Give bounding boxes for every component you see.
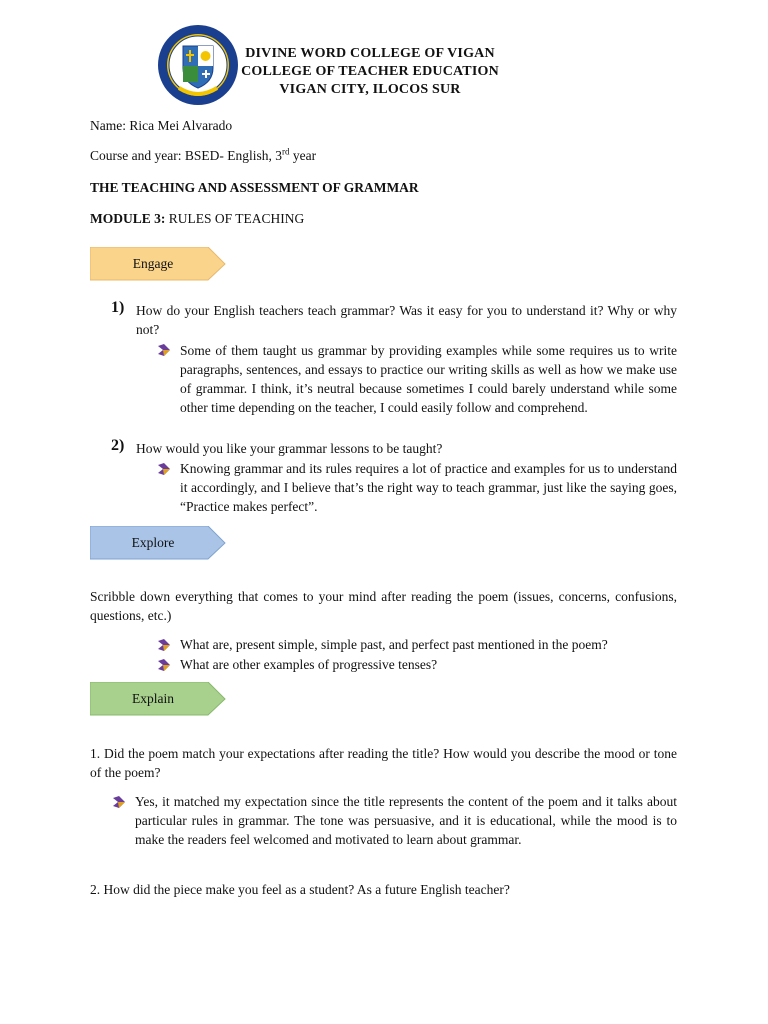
bullet-arrow-icon [158, 463, 170, 479]
module-heading [90, 211, 304, 227]
department-name: COLLEGE OF TEACHER EDUCATION [241, 64, 499, 79]
student-name: Name: Rica Mei Alvarado [90, 118, 233, 133]
module-text: RULES OF TEACHING [165, 211, 305, 226]
explain-question-1: 1. Did the poem match your expectations after reading the title? How would you describe the mood or tone of the poem? [90, 746, 677, 780]
bullet-arrow-icon [158, 344, 170, 360]
bullet-arrow-icon [158, 639, 170, 655]
explore-tag [90, 526, 226, 560]
explain-question-2: 2. How did the piece make you feel as a student? As a future English teacher? [90, 882, 510, 897]
question-number: 1) [111, 299, 125, 316]
engage-answer-1: Some of them taught us grammar by providing examples while some requires us to write paragraphs, sentences, and essays to practice our writing skills as well as how we make use of grammar. I think, it’s neutral because sometimes I could barely understand while some other time depending on the teacher, I could easily follow and comprehend. [180, 343, 677, 415]
explore-intro: Scribble down everything that comes to your mind after reading the poem (issues, concerns, confusions, questions, etc.) [90, 589, 677, 623]
engage-question-2: How would you like your grammar lessons to be taught? [136, 441, 443, 456]
bullet-arrow-icon [113, 796, 125, 812]
course-year-suffix: year [289, 148, 317, 163]
explore-bullet: What are other examples of progressive tenses? [180, 657, 438, 672]
explore-tag-label: Explore [131, 535, 175, 550]
course-year-text: Course and year: BSED- English, 3 [90, 148, 282, 163]
bullet-arrow-icon [158, 659, 170, 675]
module-label: MODULE 3: [90, 211, 166, 226]
engage-tag-label: Engage [132, 256, 174, 271]
college-location: VIGAN CITY, ILOCOS SUR [279, 82, 461, 97]
engage-tag [90, 247, 226, 281]
document-title: THE TEACHING AND ASSESSMENT OF GRAMMAR [90, 180, 419, 195]
explain-tag-label: Explain [132, 691, 174, 706]
explain-answer-1: Yes, it matched my expectation since the title represents the content of the poem and it talks about particular rules in grammar. The tone was persuasive, and it is educational, while the mood is to make the readers feel welcomed and motivated to learn about grammar. [135, 794, 677, 847]
engage-answer-2: Knowing grammar and its rules requires a lot of practice and examples for us to understand it accordingly, and I believe that’s the right way to teach grammar, just like the saying goes, “Practice makes perfect”. [180, 461, 677, 514]
engage-question-1: How do your English teachers teach grammar? Was it easy for you to understand it? Why or why not? [136, 303, 677, 337]
college-header [200, 45, 540, 99]
course-year-ordinal: rd [281, 146, 290, 157]
explain-tag [90, 682, 226, 716]
college-name: DIVINE WORD COLLEGE OF VIGAN [245, 46, 495, 61]
explore-bullet: What are, present simple, simple past, and perfect past mentioned in the poem? [180, 637, 608, 652]
course-year [90, 148, 316, 164]
question-number: 2) [111, 437, 125, 454]
